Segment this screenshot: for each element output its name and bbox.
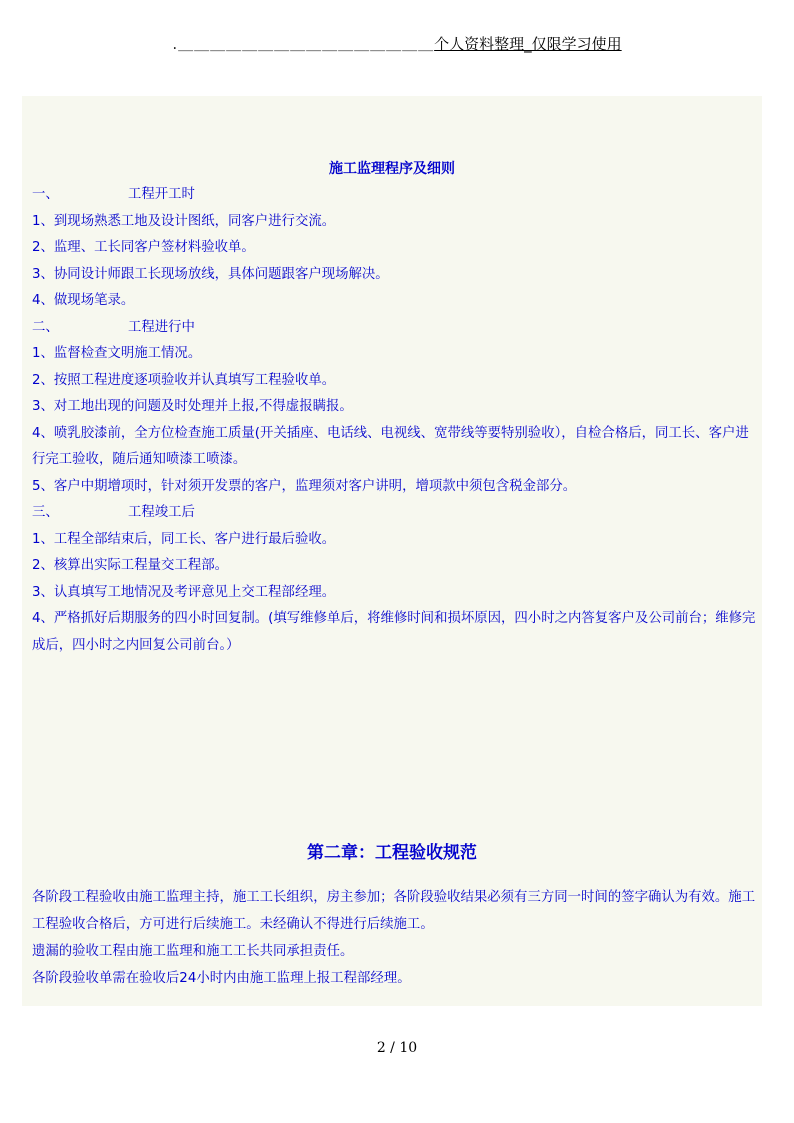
page-header xyxy=(0,33,794,54)
list-item: 3、协同设计师跟工长现场放线，具体问题跟客户现场解决。 xyxy=(32,266,389,282)
chapter-body xyxy=(32,884,760,992)
list-item: 2、核算出实际工程量交工程部。 xyxy=(32,558,228,573)
page-number: 2 / 10 xyxy=(376,1040,418,1056)
paragraph: 遗漏的验收工程由施工监理和施工工长共同承担责任。 xyxy=(32,944,354,959)
list-item: 1、到现场熟悉工地及设计图纸，同客户进行交流。 xyxy=(32,213,336,229)
section-title: 工程进行中 xyxy=(128,319,195,335)
list-item: 3、认真填写工地情况及考评意见上交工程部经理。 xyxy=(32,584,336,600)
section-number: 二、 xyxy=(32,319,59,335)
paragraph: 各阶段工程验收由施工监理主持，施工工长组织，房主参加；各阶段验收结果必须有三方同一时间的签字确认为有效。施工工程验收合格后，方可进行后续施工。未经确认不得进行后续施工。 xyxy=(32,890,756,932)
section-number: 三、 xyxy=(32,505,59,520)
list-item: 2、按照工程进度逐项验收并认真填写工程验收单。 xyxy=(32,372,336,388)
list-item: 3、对工地出现的问题及时处理并上报,不得虚报瞒报。 xyxy=(32,399,353,414)
list-item: 5、客户中期增项时，针对须开发票的客户，监理须对客户讲明，增项款中须包含税金部分。 xyxy=(32,478,577,494)
section-title: 工程竣工后 xyxy=(128,505,195,520)
chapter-title: 第二章：工程验收规范 xyxy=(307,843,477,863)
list-item: 1、监督检查文明施工情况。 xyxy=(32,346,202,361)
list-item: 4、严格抓好后期服务的四小时回复制。(填写维修单后，将维修时间和损坏原因，四小时之内答复客户及公司前台；维修完成后，四小时之内回复公司前台。） xyxy=(32,611,756,653)
list-item: 4、喷乳胶漆前，全方位检查施工质量(开关插座、电话线、电视线、宽带线等要特别验收），自检合格后，同工长、客户进行完工验收，随后通知喷漆工喷漆。 xyxy=(32,425,749,467)
header-text: 个人资料整理_仅限学习使用 xyxy=(434,35,622,53)
procedure-list xyxy=(32,182,760,659)
header-dashes: .＿＿＿＿＿＿＿＿＿＿＿＿＿＿＿＿ xyxy=(172,35,435,53)
list-item: 2、监理、工长同客户签材料验收单。 xyxy=(32,240,255,255)
section-heading xyxy=(32,315,760,342)
section-title: 工程开工时 xyxy=(128,187,195,202)
section-heading xyxy=(32,182,760,209)
section-heading xyxy=(32,500,760,527)
list-item: 1、工程全部结束后，同工长、客户进行最后验收。 xyxy=(32,531,336,547)
paragraph: 各阶段验收单需在验收后24小时内由施工监理上报工程部经理。 xyxy=(32,971,411,986)
content-panel xyxy=(22,96,762,1006)
list-item: 4、做现场笔录。 xyxy=(32,293,135,308)
section-number: 一、 xyxy=(32,187,59,202)
document-title: 施工监理程序及细则 xyxy=(329,161,455,177)
